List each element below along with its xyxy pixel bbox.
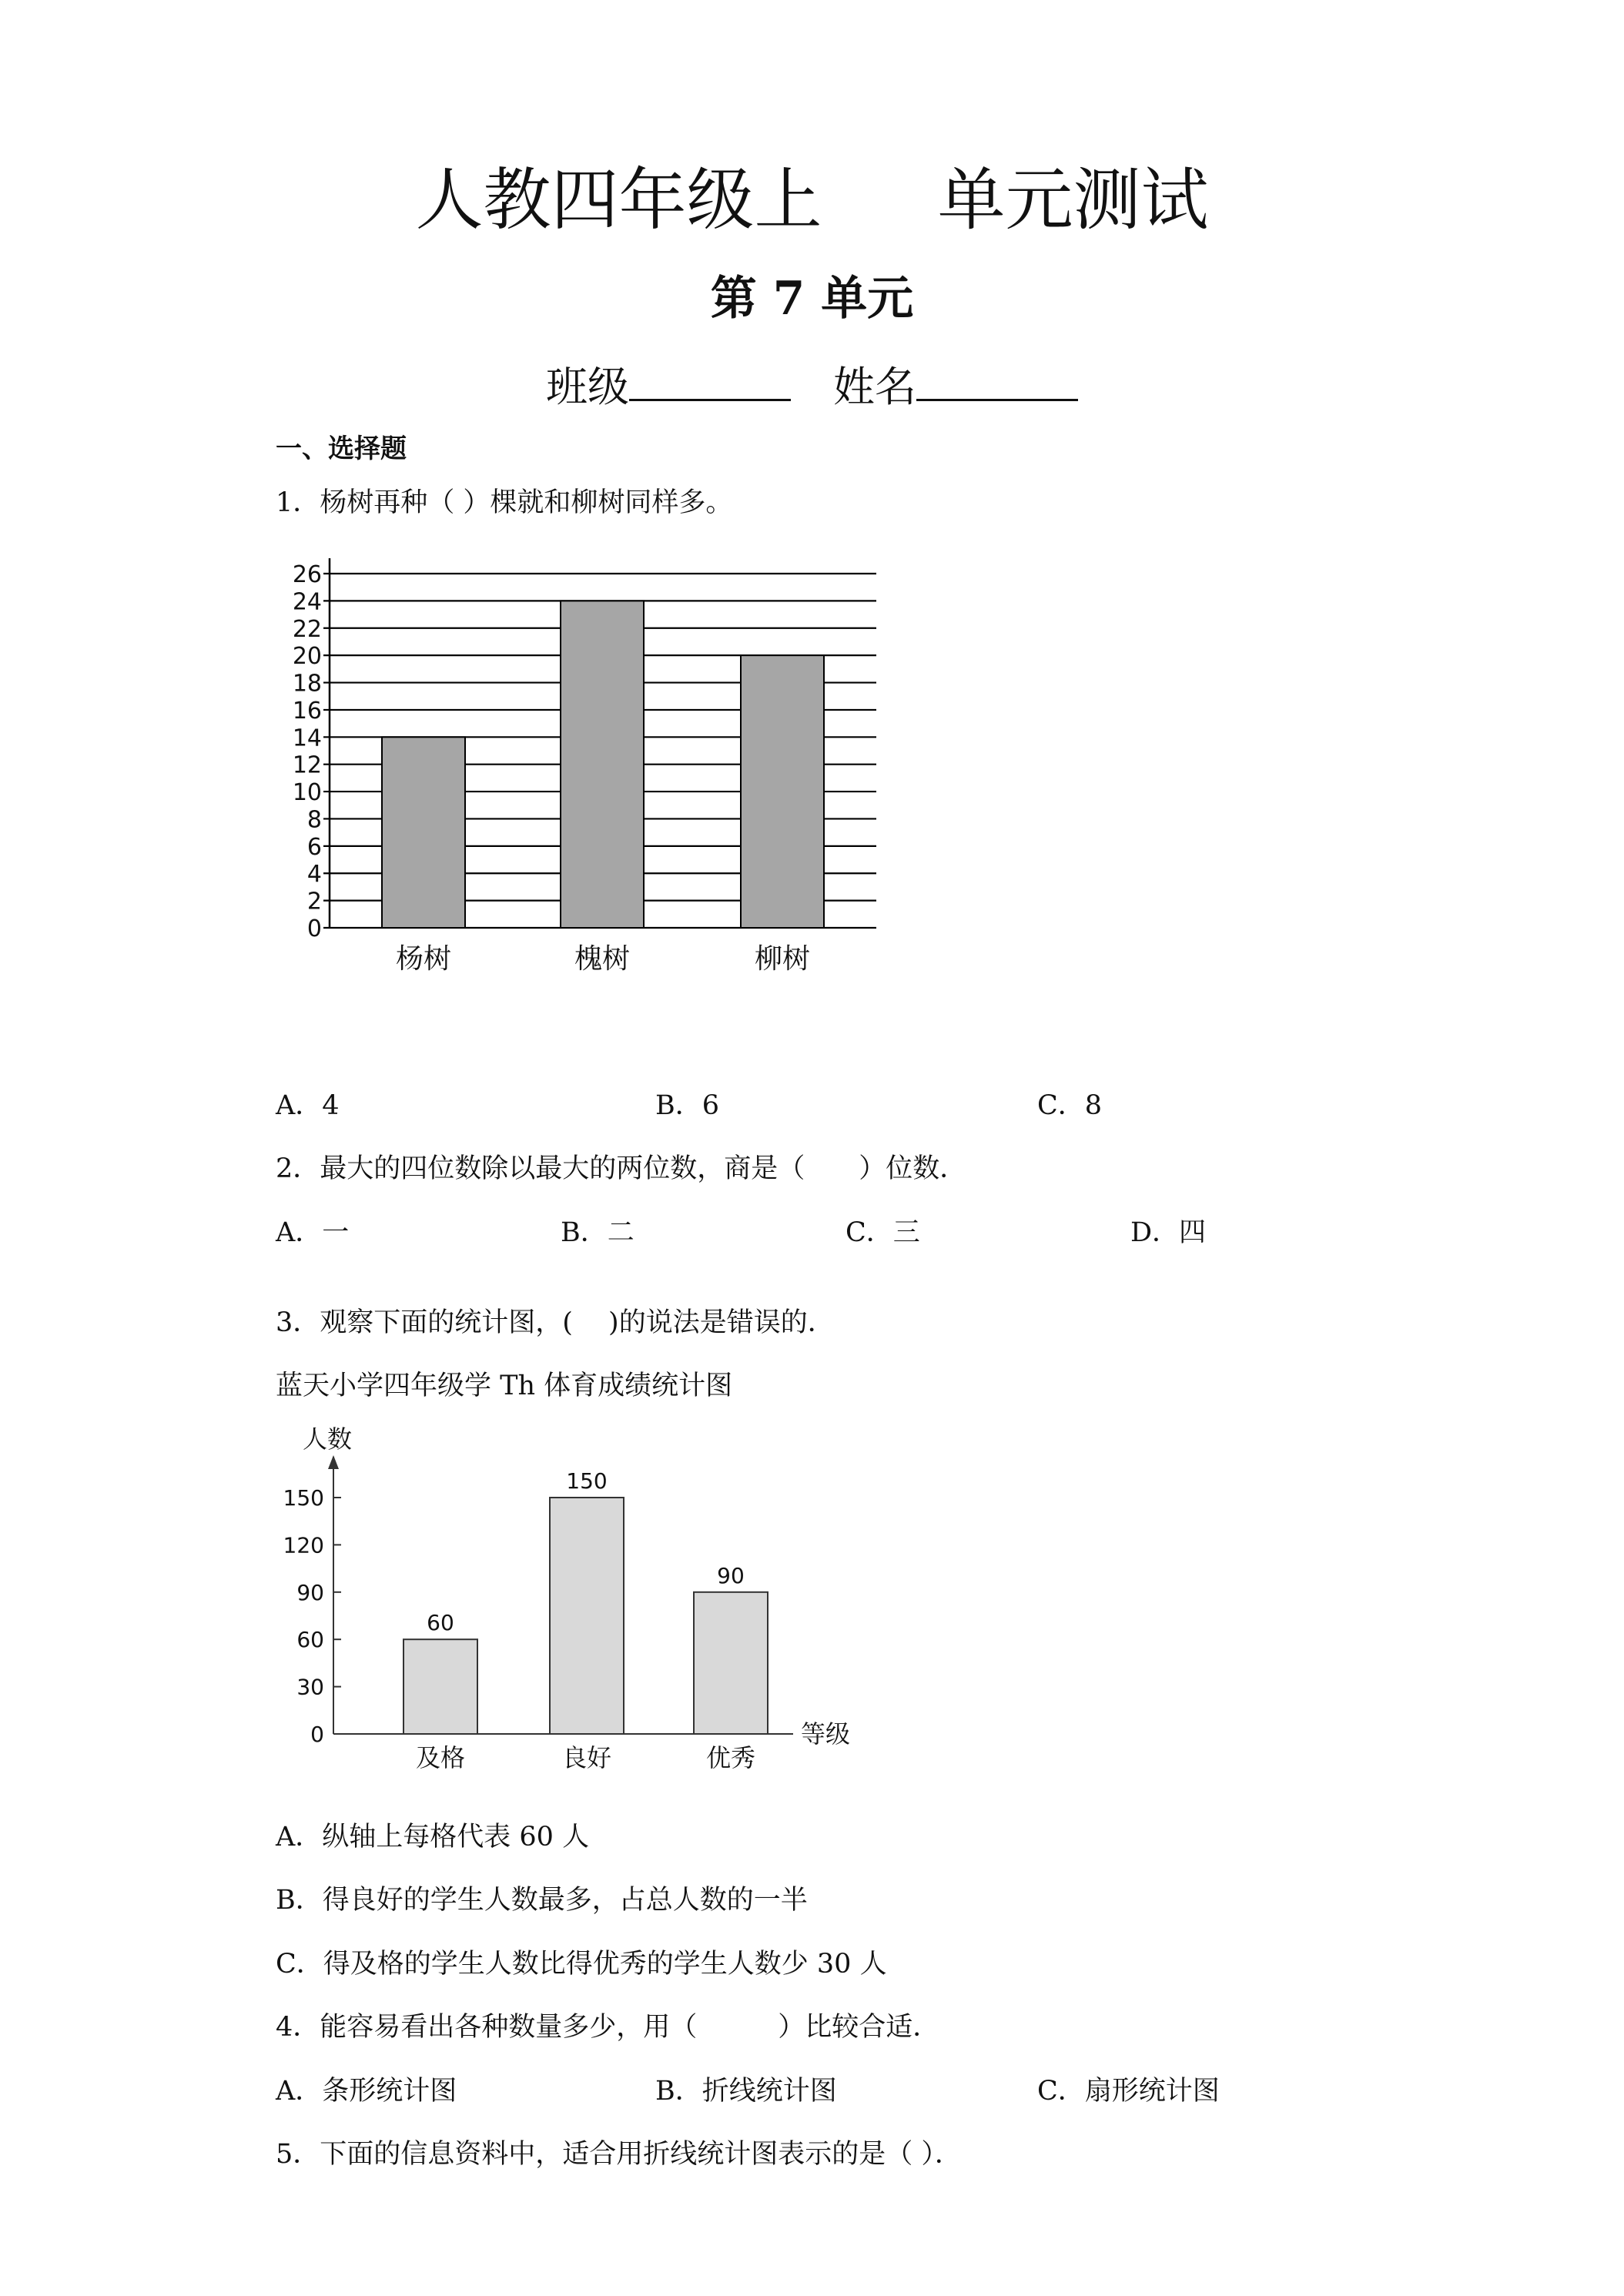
data-label: 90	[717, 1562, 745, 1588]
question-2-option-c[interactable]: C．三	[845, 1217, 920, 1248]
y-tick-label: 22	[292, 615, 322, 643]
y-tick-label: 150	[283, 1485, 324, 1511]
y-tick-label: 4	[306, 861, 322, 889]
unit-subtitle: 第 7 单元	[710, 272, 914, 326]
chart-2-caption: 蓝天小学四年级学 Th 体育成绩统计图	[276, 1371, 733, 1401]
question-3-option-b[interactable]: B．得良好的学生人数最多，占总人数的一半	[276, 1885, 808, 1916]
page-title	[0, 146, 1624, 243]
category-label: 杨树	[395, 943, 452, 975]
title-right: 单元测试	[937, 160, 1209, 239]
y-tick-label: 16	[292, 697, 322, 725]
y-tick-label: 0	[306, 915, 322, 942]
y-tick-label: 90	[296, 1579, 324, 1605]
bar	[550, 1498, 624, 1734]
question-1-option-c[interactable]: C．8	[1037, 1090, 1103, 1121]
bar	[741, 655, 824, 928]
question-4-option-a[interactable]: A．条形统计图	[276, 2076, 457, 2107]
question-2-stem: 2．最大的四位数除以最大的两位数，商是（ ）位数．	[276, 1153, 967, 1184]
title-left: 人教四年级上	[415, 160, 822, 239]
data-label: 60	[427, 1610, 454, 1636]
class-blank[interactable]	[629, 360, 791, 401]
bar	[382, 737, 465, 928]
data-label: 150	[566, 1468, 608, 1494]
category-label: 槐树	[574, 943, 631, 975]
y-tick-label: 60	[296, 1627, 324, 1653]
category-label: 优秀	[705, 1743, 756, 1772]
y-tick-label: 120	[283, 1532, 324, 1558]
tree-bar-chart	[277, 551, 893, 986]
question-2-option-b[interactable]: B．二	[561, 1217, 635, 1248]
question-2-option-d[interactable]: D．四	[1130, 1217, 1207, 1248]
category-label: 良好	[561, 1743, 612, 1772]
y-tick-label: 14	[292, 725, 322, 752]
y-tick-label: 10	[292, 779, 322, 807]
bar	[694, 1592, 768, 1734]
question-1-stem: 1．杨树再种（ ）棵就和柳树同样多。	[276, 487, 733, 518]
bar	[561, 601, 644, 928]
y-axis-label: 人数	[302, 1424, 353, 1454]
grade-bar-chart	[273, 1424, 889, 1786]
category-label: 柳树	[754, 943, 811, 975]
x-axis-label: 等级	[801, 1719, 851, 1749]
y-tick-label: 6	[306, 833, 322, 861]
y-tick-label: 12	[292, 751, 322, 779]
question-4-option-b[interactable]: B．折线统计图	[655, 2076, 837, 2107]
class-name-line	[0, 354, 1624, 413]
class-label: 班级	[546, 363, 629, 411]
question-2-option-a[interactable]: A．一	[276, 1217, 350, 1248]
y-tick-label: 8	[306, 806, 322, 834]
question-1-option-b[interactable]: B．6	[655, 1090, 719, 1121]
y-tick-label: 2	[306, 888, 322, 915]
question-4-option-c[interactable]: C．扇形统计图	[1037, 2076, 1220, 2107]
section-heading: 一、选择题	[276, 433, 407, 464]
question-1-option-a[interactable]: A．4	[276, 1090, 340, 1121]
y-tick-label: 20	[292, 643, 322, 671]
name-blank[interactable]	[916, 360, 1078, 401]
y-tick-label: 30	[296, 1674, 324, 1700]
y-tick-label: 18	[292, 670, 322, 698]
question-3-stem: 3．观察下面的统计图，( )的说法是错误的．	[276, 1307, 835, 1338]
question-5-stem: 5．下面的信息资料中，适合用折线统计图表示的是（ ）．	[276, 2139, 962, 2170]
bar	[403, 1639, 477, 1734]
y-tick-label: 0	[310, 1722, 324, 1747]
y-tick-label: 24	[292, 588, 322, 616]
category-label: 及格	[415, 1743, 466, 1772]
name-label: 姓名	[833, 363, 916, 411]
question-4-stem: 4．能容易看出各种数量多少，用（ ）比较合适．	[276, 2012, 940, 2043]
y-tick-label: 26	[292, 561, 322, 588]
question-3-option-c[interactable]: C．得及格的学生人数比得优秀的学生人数少 30 人	[276, 1949, 887, 1980]
y-axis-arrow	[328, 1455, 339, 1469]
question-3-option-a[interactable]: A．纵轴上每格代表 60 人	[276, 1822, 590, 1853]
